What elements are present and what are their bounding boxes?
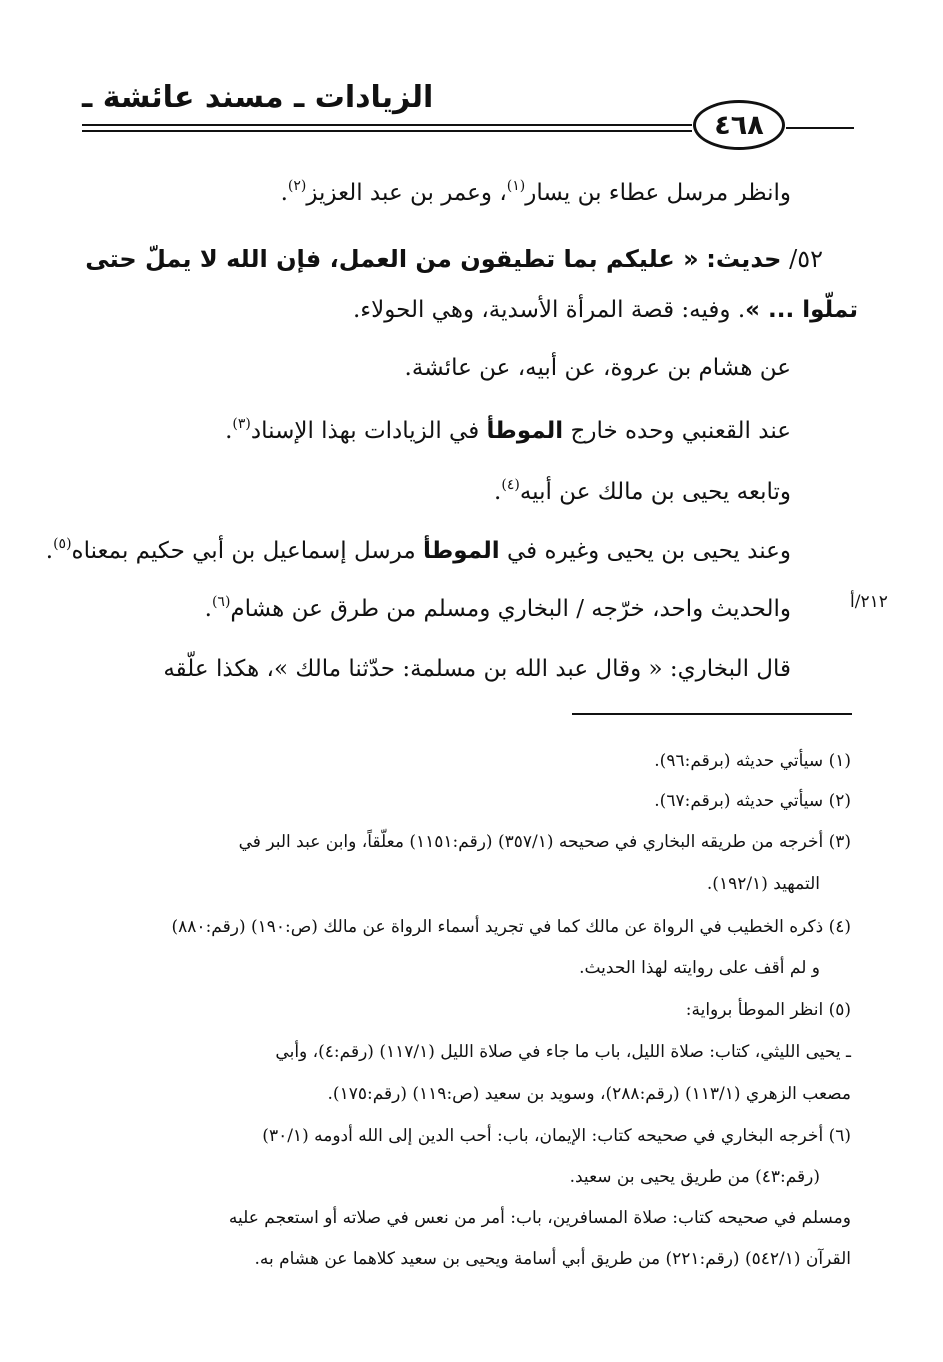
footnote-separator (572, 713, 852, 715)
footnote-line: (٢) سيأتي حديثه (برقم:٦٧). (654, 791, 851, 811)
header-rule (82, 130, 692, 132)
footnote-ref: (٥) (53, 536, 72, 552)
hadith-number: ٥٢/ (789, 245, 823, 273)
hadith-label: حديث: (706, 245, 782, 273)
body-line (225, 416, 791, 446)
footnote-line: (٥) انظر الموطأ برواية: (685, 1000, 851, 1020)
body-text: . (225, 418, 233, 444)
footnote-line: القرآن (٥٤٢/١) (رقم:٢٢١) من طريق أبي أسامة ويحيى بن سعيد كلاهما عن هشام به. (254, 1249, 851, 1269)
body-text: ، وعمر بن عبد العزيز (306, 180, 507, 206)
manuscript-folio-note: ٢١٢/أ (850, 592, 888, 612)
body-text: . (45, 538, 54, 564)
footnote-line: ومسلم في صحيحه كتاب: صلاة المسافرين، باب: أمر من نعس في صلاته أو استعجم عليه (228, 1208, 851, 1228)
header-rule (786, 127, 854, 129)
book-name: الموطأ (423, 538, 500, 564)
footnote-line: (رقم:٤٣) من طريق يحيى بن سعيد. (569, 1167, 820, 1187)
hadith-heading-line (85, 245, 823, 274)
footnote-line: (٦) أخرجه البخاري في صحيحه كتاب: الإيمان، باب: أحب الدين إلى الله أدومه (٣٠/١) (262, 1126, 851, 1146)
body-text: والحديث واحد، خرّجه / البخاري ومسلم من طرق عن هشام (230, 596, 791, 622)
body-text: . (494, 479, 502, 505)
footnote-line: (٤) ذكره الخطيب في الرواة عن مالك كما في تجريد أسماء الرواة عن مالك (ص:١٩٠) (رقم:٨٨٠) (171, 917, 851, 937)
body-line (46, 536, 791, 566)
body-text: . وفيه: قصة المرأة الأسدية، وهي الحولاء. (352, 297, 746, 323)
footnote-line: (١) سيأتي حديثه (برقم:٩٦). (654, 751, 851, 771)
body-text: وتابعه يحيى بن مالك عن أبيه (519, 479, 791, 505)
footnote-line: (٣) أخرجه من طريقه البخاري في صحيحه (٣٥٧/١) (رقم:١١٥١) معلّقاً، وابن عبد البر في (238, 832, 851, 852)
footnote-line: التمهيد (١٩٢/١). (706, 874, 820, 894)
body-line (205, 594, 791, 624)
hadith-text: « عليكم بما تطيقون من العمل، فإن الله لا يملّ حتى (85, 245, 699, 273)
running-title: الزيادات ـ مسند عائشة ـ (82, 80, 434, 115)
footnote-ref: (٤) (501, 477, 520, 493)
footnote-ref: (٣) (232, 416, 251, 432)
footnote-line: مصعب الزهري (١١٣/١) (رقم:٢٨٨)، وسويد بن سعيد (ص:١١٩) (رقم:١٧٥). (327, 1084, 851, 1104)
body-text: عند القعنبي وحده خارج (563, 418, 791, 444)
body-line (353, 297, 858, 325)
body-text: في الزيادات بهذا الإسناد (250, 418, 487, 444)
body-text: وانظر مرسل عطاء بن يسار (525, 180, 791, 206)
footnote-ref: (٢) (287, 178, 307, 194)
body-line (494, 477, 791, 507)
header-rule (82, 124, 692, 126)
page-number: ٤٦٨ (693, 100, 785, 150)
hadith-text: تملّوا ... » (745, 297, 858, 323)
footnote-ref: (٦) (211, 594, 231, 610)
footnote-line: و لم أقف على روايته لهذا الحديث. (579, 958, 820, 978)
body-line: قال البخاري: « وقال عبد الله بن مسلمة: حدّثنا مالك »، هكذا علّقه (163, 656, 791, 682)
book-name: الموطأ (486, 418, 564, 444)
body-text: . (280, 180, 288, 206)
footnote-line: ـ يحيى الليثي، كتاب: صلاة الليل، باب ما جاء في صلاة الليل (١١٧/١) (رقم:٤)، وأبي (275, 1042, 851, 1062)
body-text: وعند يحيى بن يحيى وغيره في (499, 538, 791, 564)
body-text: مرسل إسماعيل بن أبي حكيم بمعناه (71, 538, 423, 564)
body-line (281, 178, 791, 208)
body-line: عن هشام بن عروة، عن أبيه، عن عائشة. (404, 355, 791, 381)
body-text: . (204, 596, 212, 622)
footnote-ref: (١) (506, 178, 526, 194)
